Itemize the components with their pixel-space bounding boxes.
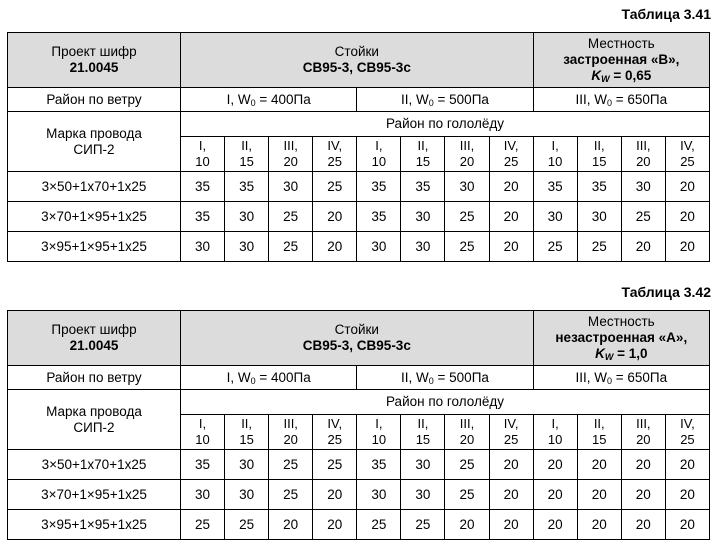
span-value: 25 bbox=[269, 450, 313, 480]
ice-zone: IV, 25 bbox=[489, 415, 533, 450]
span-value: 30 bbox=[357, 232, 401, 262]
span-value: 20 bbox=[313, 480, 357, 510]
span-value: 25 bbox=[181, 510, 225, 540]
span-value: 30 bbox=[181, 480, 225, 510]
span-value: 20 bbox=[577, 480, 621, 510]
span-value: 20 bbox=[665, 480, 709, 510]
stands-cell bbox=[181, 33, 534, 88]
ice-zone: III, 20 bbox=[269, 137, 313, 172]
terrain-type: незастроенная «А», bbox=[555, 330, 688, 345]
span-value: 20 bbox=[489, 480, 533, 510]
ice-zone: III, 20 bbox=[445, 415, 489, 450]
span-value: 25 bbox=[269, 480, 313, 510]
span-value: 25 bbox=[357, 510, 401, 540]
ice-zone: IV, 25 bbox=[313, 137, 357, 172]
table-row bbox=[8, 202, 710, 232]
wire-name: 3×50+1х70+1х25 bbox=[8, 450, 181, 480]
span-value: 20 bbox=[269, 510, 313, 540]
table-caption: Таблица 3.42 bbox=[621, 284, 711, 300]
ice-zone: I, 10 bbox=[181, 137, 225, 172]
ice-zone: IV, 25 bbox=[489, 137, 533, 172]
ice-zone: IV, 25 bbox=[665, 137, 709, 172]
span-value: 20 bbox=[621, 510, 665, 540]
terrain-type: застроенная «В», bbox=[563, 52, 680, 67]
table-row bbox=[8, 232, 710, 262]
ice-zone: II, 15 bbox=[577, 415, 621, 450]
wire-span-table bbox=[7, 32, 710, 262]
span-value: 25 bbox=[445, 450, 489, 480]
span-value: 20 bbox=[489, 450, 533, 480]
span-value: 20 bbox=[533, 450, 577, 480]
ice-zone: III, 20 bbox=[269, 415, 313, 450]
span-value: 30 bbox=[577, 202, 621, 232]
project-code: 21.0045 bbox=[69, 60, 119, 75]
span-value: 20 bbox=[621, 232, 665, 262]
span-value: 35 bbox=[181, 450, 225, 480]
ice-zone: I, 10 bbox=[533, 415, 577, 450]
span-value: 20 bbox=[665, 450, 709, 480]
wind-zone-2: II, $W_0 = 500Па$ bbox=[357, 88, 533, 112]
span-value: 25 bbox=[445, 202, 489, 232]
span-value: 20 bbox=[489, 232, 533, 262]
span-value: 20 bbox=[533, 480, 577, 510]
span-value: 30 bbox=[445, 172, 489, 202]
terrain-cell bbox=[533, 33, 709, 88]
span-value: 20 bbox=[577, 510, 621, 540]
span-value: 35 bbox=[577, 172, 621, 202]
project-cell bbox=[8, 311, 181, 366]
table-row bbox=[8, 510, 710, 540]
project-label: Проект шифр bbox=[51, 322, 137, 337]
span-value: 30 bbox=[533, 202, 577, 232]
span-value: 20 bbox=[665, 510, 709, 540]
span-value: 20 bbox=[313, 232, 357, 262]
span-value: 20 bbox=[313, 202, 357, 232]
span-value: 35 bbox=[181, 172, 225, 202]
terrain-label: Местность bbox=[587, 36, 655, 51]
terrain-cell bbox=[533, 311, 709, 366]
stands-label: Стойки bbox=[334, 44, 379, 59]
table-row bbox=[8, 450, 710, 480]
ice-zone: III, 20 bbox=[445, 137, 489, 172]
ice-zone: II, 15 bbox=[401, 137, 445, 172]
span-value: 30 bbox=[401, 450, 445, 480]
ice-zone: I, 10 bbox=[357, 137, 401, 172]
span-value: 30 bbox=[357, 480, 401, 510]
span-value: 35 bbox=[181, 202, 225, 232]
wind-zone-3: III, $W_0 = 650Па$ bbox=[533, 88, 709, 112]
span-value: 20 bbox=[533, 510, 577, 540]
ice-label: Район по гололёду bbox=[181, 112, 710, 137]
span-value: 25 bbox=[445, 480, 489, 510]
wire-span-table bbox=[7, 310, 710, 540]
ice-zone: IV, 25 bbox=[665, 415, 709, 450]
span-value: 20 bbox=[313, 510, 357, 540]
span-value: 20 bbox=[665, 202, 709, 232]
span-value: 25 bbox=[401, 510, 445, 540]
span-value: 25 bbox=[577, 232, 621, 262]
span-value: 30 bbox=[181, 232, 225, 262]
span-value: 30 bbox=[621, 172, 665, 202]
wire-name: 3×50+1х70+1х25 bbox=[8, 172, 181, 202]
wire-name: 3×95+1×95+1х25 bbox=[8, 510, 181, 540]
wire-name: 3×70+1×95+1х25 bbox=[8, 202, 181, 232]
span-value: 30 bbox=[401, 480, 445, 510]
stands-label: Стойки bbox=[334, 322, 379, 337]
span-value: 30 bbox=[269, 172, 313, 202]
ice-zone: III, 20 bbox=[621, 137, 665, 172]
span-value: 20 bbox=[577, 450, 621, 480]
ice-zone: II, 15 bbox=[577, 137, 621, 172]
wind-zone-2: II, $W_0 = 500Па$ bbox=[357, 366, 533, 390]
ice-zone: II, 15 bbox=[401, 415, 445, 450]
span-value: 30 bbox=[225, 480, 269, 510]
span-value: 25 bbox=[445, 232, 489, 262]
wind-label: Район по ветру bbox=[8, 88, 181, 112]
wire-name: 3×95+1×95+1х25 bbox=[8, 232, 181, 262]
span-value: 35 bbox=[533, 172, 577, 202]
span-value: 35 bbox=[225, 172, 269, 202]
table-row bbox=[8, 172, 710, 202]
span-value: 30 bbox=[225, 232, 269, 262]
wire-label: Марка провода СИП-2 bbox=[8, 390, 181, 450]
project-code: 21.0045 bbox=[69, 338, 119, 353]
ice-zone: I, 10 bbox=[357, 415, 401, 450]
span-value: 30 bbox=[225, 202, 269, 232]
stands-value: СВ95-3, СВ95-3с bbox=[302, 60, 411, 75]
span-value: 20 bbox=[489, 172, 533, 202]
terrain-label: Местность bbox=[587, 314, 655, 329]
span-value: 25 bbox=[621, 202, 665, 232]
span-value: 20 bbox=[621, 450, 665, 480]
span-value: 30 bbox=[401, 232, 445, 262]
span-value: 20 bbox=[621, 480, 665, 510]
span-value: 30 bbox=[225, 450, 269, 480]
span-value: 20 bbox=[665, 232, 709, 262]
span-value: 35 bbox=[357, 202, 401, 232]
span-value: 25 bbox=[269, 232, 313, 262]
kw-coefficient: $K_W = 1,0$ bbox=[595, 346, 648, 362]
span-value: 35 bbox=[357, 450, 401, 480]
ice-zone: I, 10 bbox=[181, 415, 225, 450]
table-caption: Таблица 3.41 bbox=[621, 6, 711, 22]
ice-zone: III, 20 bbox=[621, 415, 665, 450]
wire-name: 3×70+1×95+1х25 bbox=[8, 480, 181, 510]
span-value: 25 bbox=[269, 202, 313, 232]
span-value: 25 bbox=[225, 510, 269, 540]
span-value: 20 bbox=[445, 510, 489, 540]
wind-label: Район по ветру bbox=[8, 366, 181, 390]
span-value: 20 bbox=[489, 202, 533, 232]
table-row bbox=[8, 480, 710, 510]
span-value: 35 bbox=[357, 172, 401, 202]
span-value: 20 bbox=[665, 172, 709, 202]
wind-zone-3: III, $W_0 = 650Па$ bbox=[533, 366, 709, 390]
wire-label: Марка провода СИП-2 bbox=[8, 112, 181, 172]
span-value: 20 bbox=[489, 510, 533, 540]
ice-zone: IV, 25 bbox=[313, 415, 357, 450]
span-value: 25 bbox=[313, 172, 357, 202]
span-value: 30 bbox=[401, 202, 445, 232]
stands-cell bbox=[181, 311, 534, 366]
stands-value: СВ95-3, СВ95-3с bbox=[302, 338, 411, 353]
ice-zone: I, 10 bbox=[533, 137, 577, 172]
project-label: Проект шифр bbox=[51, 44, 137, 59]
span-value: 25 bbox=[313, 450, 357, 480]
ice-zone: II, 15 bbox=[225, 415, 269, 450]
span-value: 35 bbox=[401, 172, 445, 202]
kw-coefficient: $K_W = 0,65$ bbox=[591, 68, 652, 84]
ice-label: Район по гололёду bbox=[181, 390, 710, 415]
wind-zone-1: I, $W_0 = 400Па$ bbox=[181, 366, 357, 390]
project-cell bbox=[8, 33, 181, 88]
wind-zone-1: I, $W_0 = 400Па$ bbox=[181, 88, 357, 112]
ice-zone: II, 15 bbox=[225, 137, 269, 172]
span-value: 25 bbox=[533, 232, 577, 262]
